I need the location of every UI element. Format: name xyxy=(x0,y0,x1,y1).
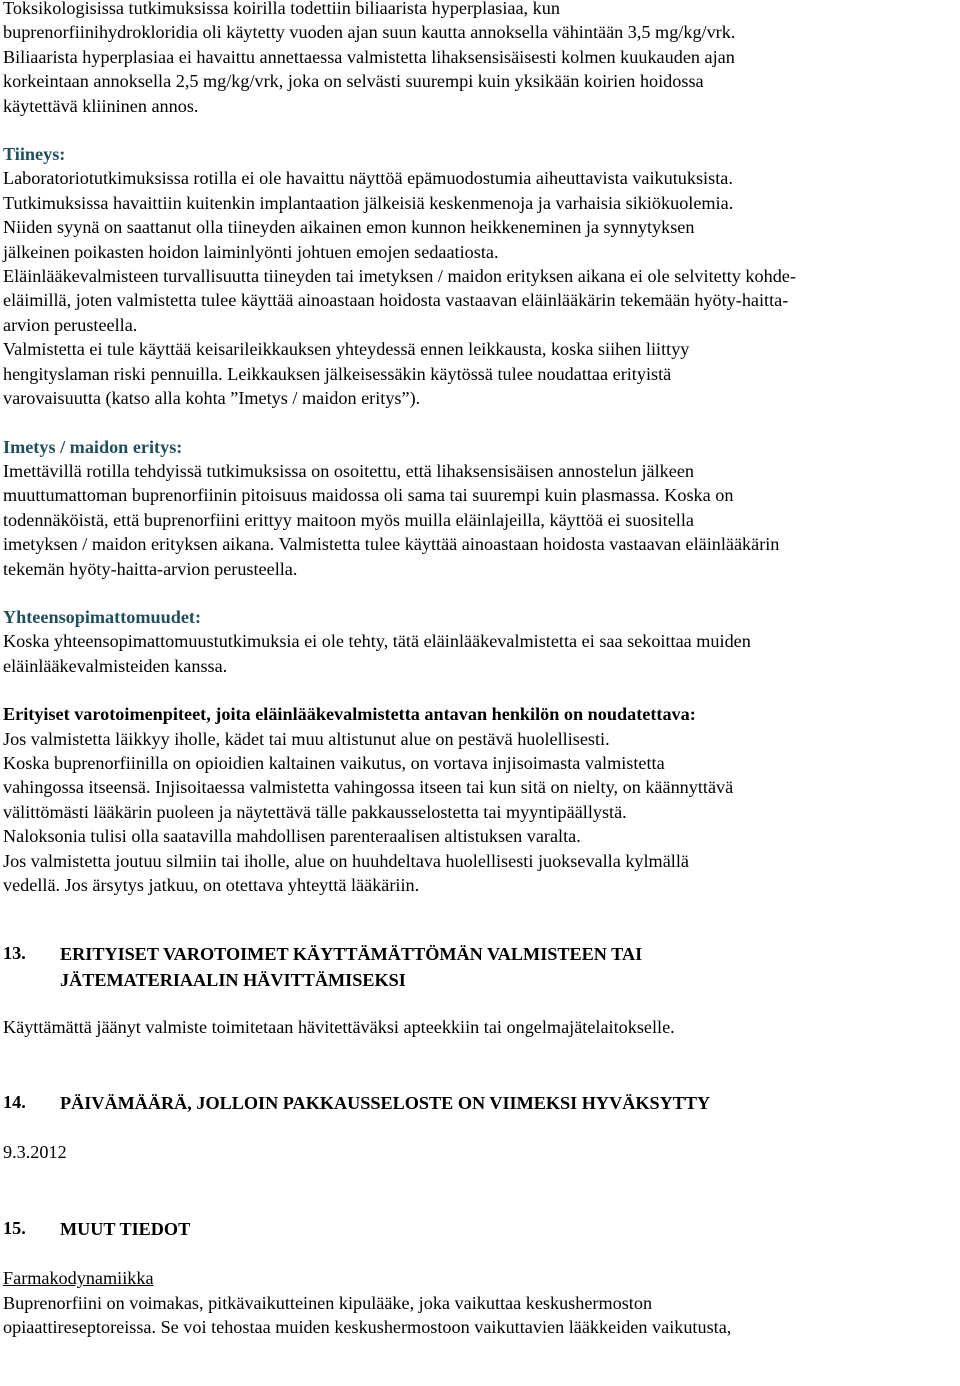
text-line: Buprenorfiini on voimakas, pitkävaikutteinen kipulääke, joka vaikuttaa keskushermoston xyxy=(3,1292,653,1313)
section-number: 15. xyxy=(3,1218,26,1239)
lactation-section xyxy=(3,435,955,581)
text-line: muuttumattoman buprenorfiinin pitoisuus maidossa oli sama tai suurempi kuin plasmassa. Koska on xyxy=(3,485,734,506)
text-line: korkeintaan annoksella 2,5 mg/kg/vrk, joka on selvästi suurempi kuin yksikään koirien hoidossa xyxy=(3,71,704,92)
text-line: Eläinlääkevalmisteen turvallisuutta tiineyden tai imetyksen / maidon erityksen aikana ei ole selvitetty kohde- xyxy=(3,266,796,287)
text-line: hengityslaman riski pennuilla. Leikkauksen jälkeisessäkin käytössä tulee noudattaa erityistä xyxy=(3,363,672,384)
precautions-section xyxy=(3,702,955,897)
section-13 xyxy=(3,941,955,1039)
section-title: MUUT TIEDOT xyxy=(60,1219,191,1240)
text-line: Valmistetta ei tule käyttää keisarileikkauksen yhteydessä ennen leikkausta, koska siihen liittyy xyxy=(3,339,690,360)
section-15 xyxy=(3,1216,955,1339)
incompatibilities-section xyxy=(3,605,955,678)
section-title: JÄTEMATERIAALIN HÄVITTÄMISEKSI xyxy=(60,970,406,991)
section-number: 14. xyxy=(3,1091,26,1112)
text-line: Koska yhteensopimattomuustutkimuksia ei ole tehty, tätä eläinlääkevalmistetta ei saa sekoittaa muiden xyxy=(3,631,751,652)
pharmacodynamics-subheading: Farmakodynamiikka xyxy=(3,1268,154,1289)
text-line: opiaattireseptoreissa. Se voi tehostaa muiden keskushermostoon vaikuttavien lääkkeiden vaikutusta, xyxy=(3,1317,732,1338)
text-line: Laboratoriotutkimuksissa rotilla ei ole havaittu näyttöä epämuodostumia aiheuttavista vaikutuksista. xyxy=(3,168,733,189)
document-page xyxy=(3,0,955,1339)
approval-date: 9.3.2012 xyxy=(3,1141,67,1162)
lactation-heading: Imetys / maidon eritys: xyxy=(3,436,183,457)
text-line: todennäköistä, että buprenorfiini erittyy maitoon myös muilla eläinlajeilla, käyttöä ei suositella xyxy=(3,509,694,530)
intro-paragraph xyxy=(3,0,955,118)
text-line: varovaisuutta (katso alla kohta ”Imetys / maidon eritys”). xyxy=(3,388,421,409)
section-13-text: Käyttämättä jäänyt valmiste toimitetaan hävitettäväksi apteekkiin tai ongelmajätelaitokselle. xyxy=(3,1017,675,1038)
text-line: eläinlääkevalmisteiden kanssa. xyxy=(3,655,228,676)
section-title: ERITYISET VAROTOIMET KÄYTTÄMÄTTÖMÄN VALMISTEEN TAI xyxy=(60,944,643,965)
text-line: Tutkimuksissa havaittiin kuitenkin implantaation jälkeisiä keskenmenoja ja varhaisia sikiökuolemia. xyxy=(3,192,734,213)
text-line: jälkeinen poikasten hoidon laiminlyönti johtuen emojen sedaatiosta. xyxy=(3,241,499,262)
text-line: käytettävä kliininen annos. xyxy=(3,95,199,116)
text-line: Niiden syynä on saattanut olla tiineyden aikainen emon kunnon heikkeneminen ja synnytyksen xyxy=(3,217,695,238)
pregnancy-heading: Tiineys: xyxy=(3,144,66,165)
text-line: välittömästi lääkärin puoleen ja näytettävä tälle pakkausselostetta tai myyntipäällystä. xyxy=(3,801,627,822)
text-line: Imettävillä rotilla tehdyissä tutkimuksissa on osoitettu, että lihaksensisäisen annostelun jälkeen xyxy=(3,460,694,481)
text-line: Koska buprenorfiinilla on opioidien kaltainen vaikutus, on vortava injisoimasta valmistetta xyxy=(3,752,665,773)
text-line: tekemän hyöty-haitta-arvion perusteella. xyxy=(3,558,298,579)
text-line: vedellä. Jos ärsytys jatkuu, on otettava yhteyttä lääkäriin. xyxy=(3,875,420,895)
text-line: Jos valmistetta läikkyy iholle, kädet tai muu altistunut alue on pestävä huolellisesti. xyxy=(3,728,610,749)
text-line: imetyksen / maidon erityksen aikana. Valmistetta tulee käyttää ainoastaan hoidosta vastaavan eläinlääkärin xyxy=(3,534,780,555)
incompatibilities-heading: Yhteensopimattomuudet: xyxy=(3,606,202,627)
text-line: vahingossa itseensä. Injisoitaessa valmistetta vahingossa itseen tai kun sitä on nielty, on käännyttävä xyxy=(3,777,734,798)
precautions-heading: Erityiset varotoimenpiteet, joita eläinlääkevalmistetta antavan henkilön on noudatettava: xyxy=(3,704,696,725)
text-line: buprenorfiinihydrokloridia oli käytetty vuoden ajan suun kautta annoksella vähintään 3,5 mg/kg/vrk. xyxy=(3,22,736,43)
section-14 xyxy=(3,1090,955,1164)
text-line: Jos valmistetta joutuu silmiin tai iholle, alue on huuhdeltava huolellisesti juoksevalla kylmällä xyxy=(3,850,689,871)
section-13-heading xyxy=(3,941,955,993)
section-title: PÄIVÄMÄÄRÄ, JOLLOIN PAKKAUSSELOSTE ON VIIMEKSI HYVÄKSYTTY xyxy=(60,1092,711,1113)
pregnancy-section xyxy=(3,142,955,410)
section-number: 13. xyxy=(3,943,26,964)
section-14-heading xyxy=(3,1090,955,1116)
text-line: arvion perusteella. xyxy=(3,314,138,335)
section-15-heading xyxy=(3,1216,955,1242)
text-line: eläimillä, joten valmistetta tulee käyttää ainoastaan hoidosta vastaavan eläinlääkärin tekemään hyöty-haitta- xyxy=(3,290,789,311)
text-line: Biliaarista hyperplasiaa ei havaittu annettaessa valmistetta lihaksensisäisesti kolmen kuukauden ajan xyxy=(3,46,735,67)
text-line: Toksikologisissa tutkimuksissa koirilla todettiin biliaarista hyperplasiaa, kun xyxy=(3,0,560,18)
text-line: Naloksonia tulisi olla saatavilla mahdollisen parenteraalisen altistuksen varalta. xyxy=(3,826,581,847)
